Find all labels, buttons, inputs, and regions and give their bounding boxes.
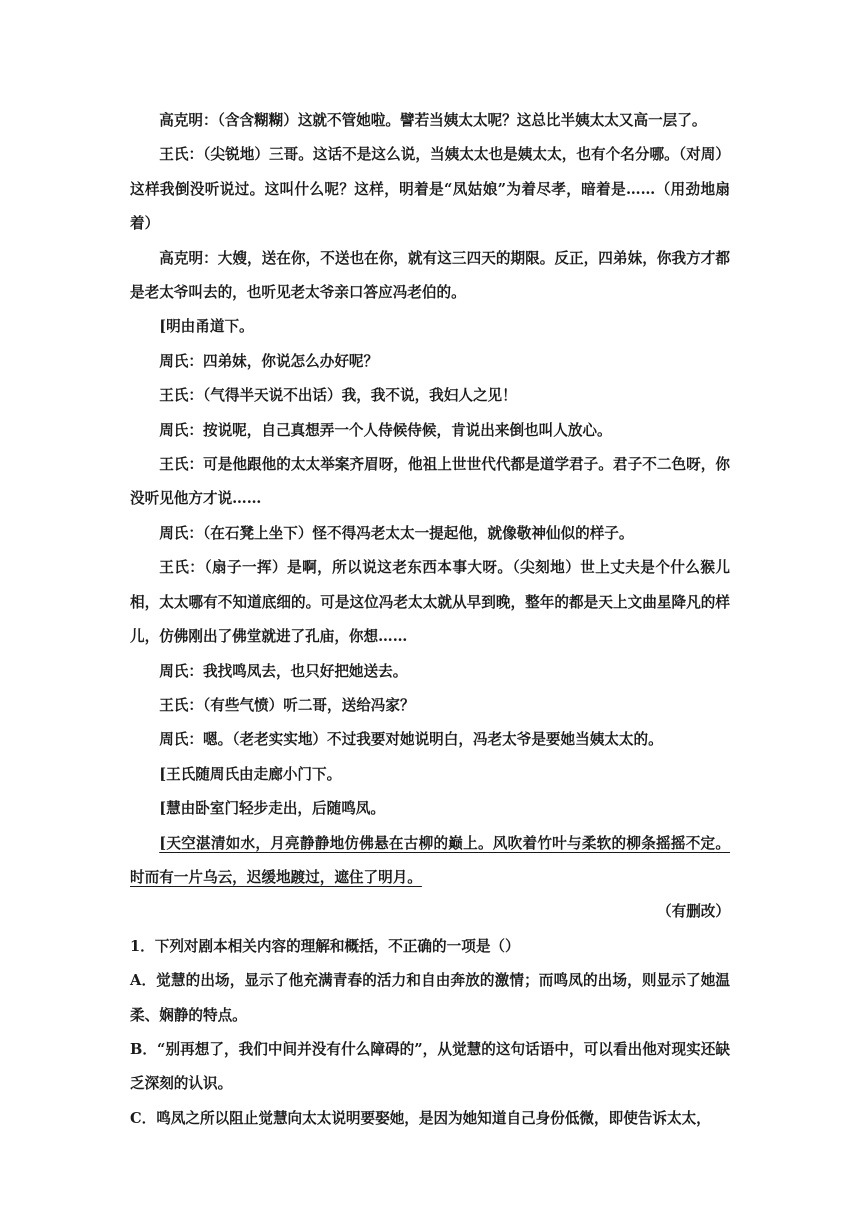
stage-direction: [慧由卧室门轻步走出，后随鸣凤。 <box>159 800 386 818</box>
source-note: （有删改） <box>657 903 730 921</box>
document-body <box>130 104 730 1136</box>
script-line: 周氏：我找鸣凤去，也只好把她送去。 <box>159 662 408 680</box>
script-line: 王氏：（尖锐地）三哥。这话不是这么说，当姨太太也是姨太太，也有个名分哪。（对周）这样我倒没听说过。这叫什么呢？这样，明着是“凤姑娘”为着尽孝，暗着是……（用劲地扇着） <box>130 146 730 233</box>
script-line: 周氏：（在石凳上坐下）怪不得冯老太太一提起他，就像敬神仙似的样子。 <box>159 524 634 542</box>
question-option-c: C．鸣凤之所以阻止觉慧向太太说明要娶她，是因为她知道自己身份低微，即使告诉太太， <box>130 1109 711 1127</box>
stage-direction-underlined <box>130 827 730 896</box>
question-stem: 1．下列对剧本相关内容的理解和概括，不正确的一项是（） <box>130 937 520 955</box>
stage-direction: [明由甬道下。 <box>159 318 254 336</box>
script-line: 高克明：（含含糊糊）这就不管她啦。譬若当姨太太呢？这总比半姨太太又高一层了。 <box>159 112 707 129</box>
script-line: 王氏：可是他跟他的太太举案齐眉呀，他祖上世世代代都是道学君子。君子不二色呀，你没听见他方才说…… <box>130 456 730 508</box>
script-line: 周氏：嗯。（老老实实地）不过我要对她说明白，冯老太爷是要她当姨太太的。 <box>159 731 663 749</box>
script-line: 王氏：（扇子一挥）是啊，所以说这老东西本事大呀。（尖刻地）世上丈夫是个什么猴儿相，太太哪有不知道底细的。可是这位冯老太太就从早到晚，整年的都是天上文曲星降凡的样儿，仿佛刚出了佛堂就进了孔庙，你想…… <box>130 559 730 646</box>
stage-direction: [王氏随周氏由走廊小门下。 <box>159 765 342 783</box>
script-line: 王氏：（气得半天说不出话）我，我不说，我妇人之见！ <box>159 387 517 405</box>
script-line: 周氏：按说呢，自己真想弄一个人侍候侍候，肯说出来倒也叫人放心。 <box>159 421 612 439</box>
script-line: 王氏：（有些气愤）听二哥，送给冯家？ <box>159 696 415 714</box>
script-line: 高克明：大嫂，送在你，不送也在你，就有这三四天的期限。反正，四弟妹，你我方才都是老太爷叫去的，也听见老太爷亲口答应冯老伯的。 <box>130 249 730 302</box>
underlined-text: [天空湛清如水，月亮静静地仿佛悬在古柳的巅上。风吹着竹叶与柔软的柳条摇摇不定。时而有一片乌云，迟缓地踱过，遮住了明月。 <box>130 834 730 886</box>
script-line: 周氏：四弟妹，你说怎么办好呢？ <box>159 352 379 370</box>
question-option-b: B．“别再想了，我们中间并没有什么障碍的”，从觉慧的这句话语中，可以看出他对现实还缺乏深刻的认识。 <box>130 1040 730 1093</box>
question-option-a: A．觉慧的出场，显示了他充满青春的活力和自由奔放的激情；而鸣凤的出场，则显示了她温柔、娴静的特点。 <box>130 972 730 1024</box>
